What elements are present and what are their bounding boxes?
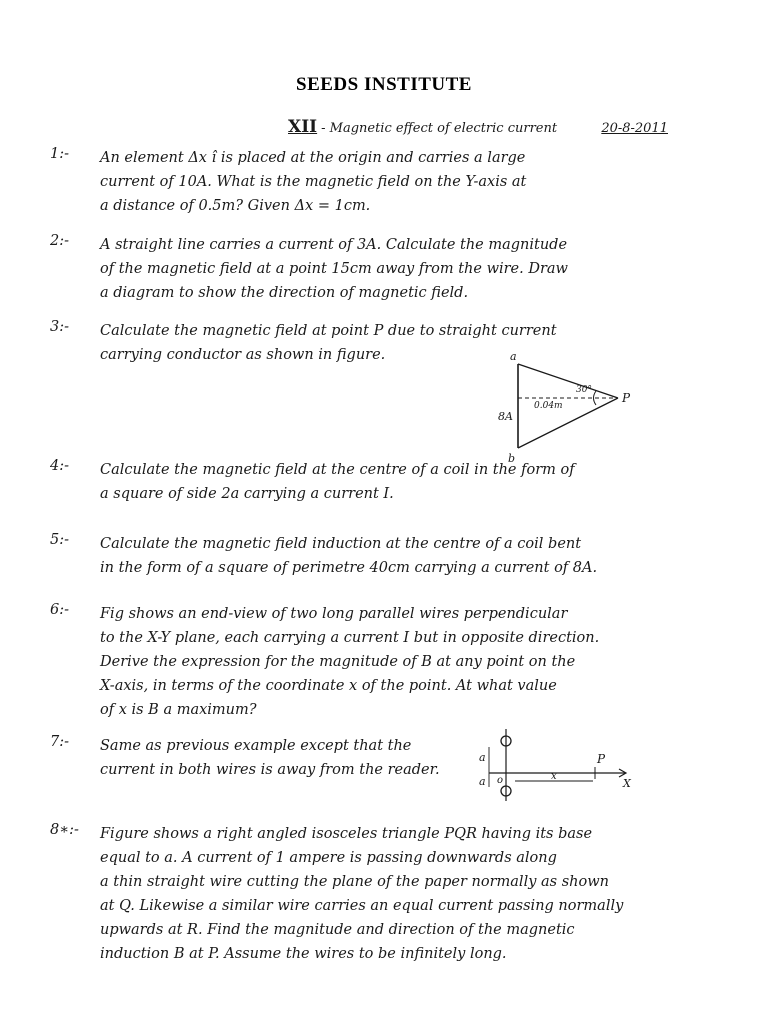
question-line: a distance of 0.5m? Given Δx = 1cm. <box>100 198 371 214</box>
question-line: a thin straight wire cutting the plane of the paper normally as shown <box>100 874 609 890</box>
question-line: A straight line carries a current of 3A. Calculate the magnitude <box>100 237 568 253</box>
label-distance: 0.04m <box>534 401 563 411</box>
question-line: at Q. Likewise a similar wire carries an equal current passing normally <box>100 898 624 914</box>
topic-label: - Magnetic effect of electric current <box>321 121 558 136</box>
question-6 <box>50 602 599 722</box>
class-label: XII <box>288 117 318 137</box>
question-number: 6:- <box>50 602 70 618</box>
label-a-top: a <box>479 751 486 764</box>
question-5 <box>50 532 597 580</box>
question-number: 8∗:- <box>50 822 79 838</box>
question-line: to the X-Y plane, each carrying a current I but in opposite direction. <box>100 630 600 646</box>
label-current: 8A <box>498 410 513 423</box>
question-1 <box>50 146 526 218</box>
question-line: Same as previous example except that the <box>100 738 412 754</box>
label-angle: 30° <box>576 385 592 395</box>
question-line: induction B at P. Assume the wires to be infinitely long. <box>100 946 507 962</box>
question-number: 2:- <box>50 233 70 249</box>
question-number: 3:- <box>50 319 70 335</box>
question-line: a diagram to show the direction of magnetic field. <box>100 285 469 301</box>
question-line: Calculate the magnetic field induction at the centre of a coil bent <box>100 536 582 552</box>
question-line: in the form of a square of perimetre 40cm carrying a current of 8A. <box>100 560 598 576</box>
label-x-distance: x <box>551 771 557 782</box>
question-line: carrying conductor as shown in figure. <box>100 347 386 363</box>
question-8 <box>50 822 623 966</box>
question-line: upwards at R. Find the magnitude and direction of the magnetic <box>100 922 575 938</box>
question-2 <box>50 233 568 305</box>
label-origin: o <box>497 775 504 786</box>
date-label: 20-8-2011 <box>601 121 668 136</box>
worksheet-subheading <box>288 117 668 137</box>
label-point-p: P <box>597 752 606 766</box>
label-point-p: P <box>622 391 631 405</box>
figure-3-diagram <box>490 350 640 465</box>
question-line: An element Δx î is placed at the origin and carries a large <box>100 150 526 166</box>
question-line: X-axis, in terms of the coordinate x of the point. At what value <box>100 678 557 694</box>
label-a: a <box>510 350 517 363</box>
question-line: Fig shows an end-view of two long parallel wires perpendicular <box>100 606 568 622</box>
question-number: 1:- <box>50 146 70 162</box>
institute-title: SEEDS INSTITUTE <box>296 74 472 95</box>
question-7 <box>50 734 440 782</box>
question-line: of the magnetic field at a point 15cm away from the wire. Draw <box>100 261 568 277</box>
question-3 <box>50 319 557 367</box>
question-line: current in both wires is away from the reader. <box>100 762 440 778</box>
question-number: 5:- <box>50 532 70 548</box>
question-line: Calculate the magnetic field at the centre of a coil in the form of <box>100 462 575 478</box>
question-line: a square of side 2a carrying a current I. <box>100 486 394 502</box>
question-line: equal to a. A current of 1 ampere is passing downwards along <box>100 850 557 866</box>
question-number: 7:- <box>50 734 70 750</box>
question-line: Figure shows a right angled isosceles triangle PQR having its base <box>100 826 593 842</box>
figure-7-diagram <box>475 725 635 805</box>
question-line: current of 10A. What is the magnetic field on the Y-axis at <box>100 174 527 190</box>
label-b: b <box>508 452 516 465</box>
question-line: Derive the expression for the magnitude of B at any point on the <box>100 654 576 670</box>
question-number: 4:- <box>50 458 70 474</box>
label-x-axis: X <box>623 777 631 790</box>
question-line: Calculate the magnetic field at point P due to straight current <box>100 323 557 339</box>
triangle-side-top <box>518 364 618 398</box>
question-line: of x is B a maximum? <box>100 702 257 718</box>
label-a-bottom: a <box>479 775 486 788</box>
question-4 <box>50 458 575 506</box>
triangle-side-bottom <box>518 398 618 448</box>
